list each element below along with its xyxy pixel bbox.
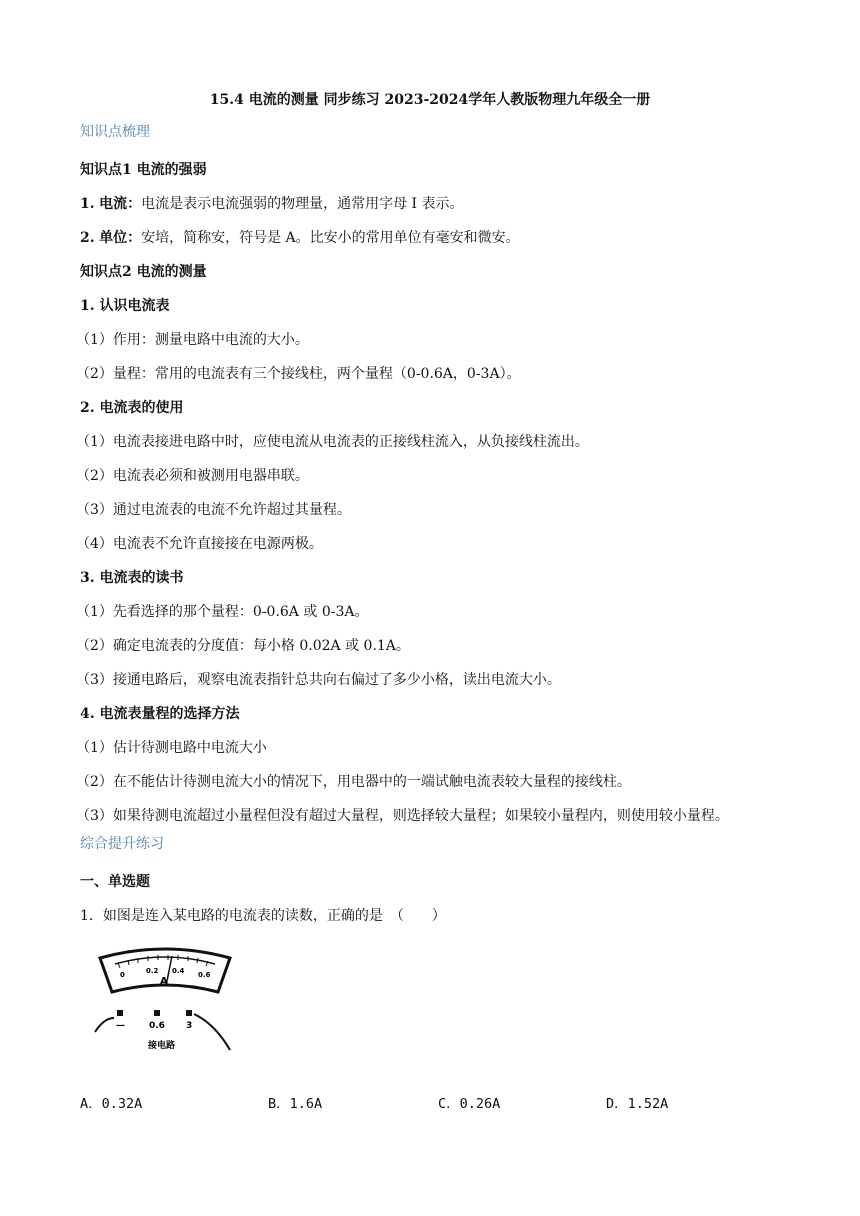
meter-scale-arc — [115, 957, 215, 964]
section-heading-knowledge: 知识点梳理 — [80, 124, 150, 140]
item-text: 电流是表示电流强弱的物理量，通常用字母 I 表示。 — [141, 196, 464, 212]
sub3-heading: 3. 电流表的读书 — [80, 570, 184, 586]
terminal-label-0-6: 0.6 — [149, 1021, 165, 1031]
sub2-line-2: （2）电流表必须和被测用电器串联。 — [76, 468, 309, 484]
scale-label-1: 0.2 — [146, 967, 159, 975]
item-number: 1. — [80, 196, 95, 212]
part-heading: 一、单选题 — [80, 874, 150, 890]
sub3-line-3: （3）接通电路后，观察电流表指针总共向右偏过了多少小格，读出电流大小。 — [76, 672, 561, 688]
scale-label-3: 0.6 — [198, 971, 211, 979]
wire-left — [95, 1018, 114, 1032]
sub4-line-3: （3）如果待测电流超过小量程但没有超过大量程，则选择较大量程；如果较小量程内，则使用较小量程。 — [76, 808, 729, 824]
terminal-label-negative: — — [116, 1021, 125, 1031]
question-1-text: 1．如图是连入某电路的电流表的读数，正确的是 （ ） — [80, 908, 446, 924]
item-term: 单位： — [99, 230, 142, 246]
sub4-line-1: （1）估计待测电路中电流大小 — [76, 740, 267, 756]
option-d[interactable]: D．1.52A — [606, 1096, 669, 1112]
ammeter-diagram — [90, 946, 240, 1066]
doc-title: 15.4 电流的测量 同步练习 2023-2024学年人教版物理九年级全一册 — [209, 92, 651, 108]
sub4-line-2: （2）在不能估计待测电流大小的情况下，用电器中的一端试触电流表较大量程的接线柱。 — [76, 774, 631, 790]
scale-label-0: 0 — [120, 971, 125, 979]
terminal-0-6 — [154, 1010, 160, 1016]
sub1-line-2: （2）量程：常用的电流表有三个接线柱，两个量程（0-0.6A，0-3A）。 — [76, 366, 521, 382]
sub4-heading: 4. 电流表量程的选择方法 — [80, 706, 240, 722]
kp1-item-2 — [80, 228, 520, 248]
kp1-heading: 知识点1 电流的强弱 — [80, 162, 207, 178]
kp1-item-1 — [80, 194, 464, 214]
figure-caption: 接电路 — [148, 1041, 176, 1051]
sub1-line-1: （1）作用：测量电路中电流的大小。 — [76, 332, 309, 348]
item-number: 2. — [80, 230, 95, 246]
terminal-label-3: 3 — [186, 1021, 193, 1031]
scale-label-2: 0.4 — [172, 967, 185, 975]
sub2-line-1: （1）电流表接进电路中时，应使电流从电流表的正接线柱流入，从负接线柱流出。 — [76, 434, 589, 450]
sub1-heading: 1. 认识电流表 — [80, 298, 170, 314]
item-term: 电流： — [99, 196, 142, 212]
sub2-line-3: （3）通过电流表的电流不允许超过其量程。 — [76, 502, 351, 518]
sub2-line-4: （4）电流表不允许直接接在电源两极。 — [76, 536, 323, 552]
meter-letter: A — [160, 976, 168, 987]
option-b[interactable]: B．1.6A — [268, 1096, 323, 1112]
wire-right — [194, 1014, 230, 1050]
item-text: 安培，简称安，符号是 A。比安小的常用单位有毫安和微安。 — [141, 230, 520, 246]
terminal-3 — [186, 1010, 192, 1016]
option-c[interactable]: C．0.26A — [438, 1096, 501, 1112]
kp2-heading: 知识点2 电流的测量 — [80, 264, 207, 280]
option-a[interactable]: A．0.32A — [80, 1096, 143, 1112]
section-heading-practice: 综合提升练习 — [80, 836, 164, 852]
ammeter-figure — [90, 946, 240, 1066]
sub3-line-2: （2）确定电流表的分度值：每小格 0.02A 或 0.1A。 — [76, 638, 410, 654]
sub3-line-1: （1）先看选择的那个量程：0-0.6A 或 0-3A。 — [76, 604, 369, 620]
sub2-heading: 2. 电流表的使用 — [80, 400, 184, 416]
terminal-negative — [117, 1010, 123, 1016]
